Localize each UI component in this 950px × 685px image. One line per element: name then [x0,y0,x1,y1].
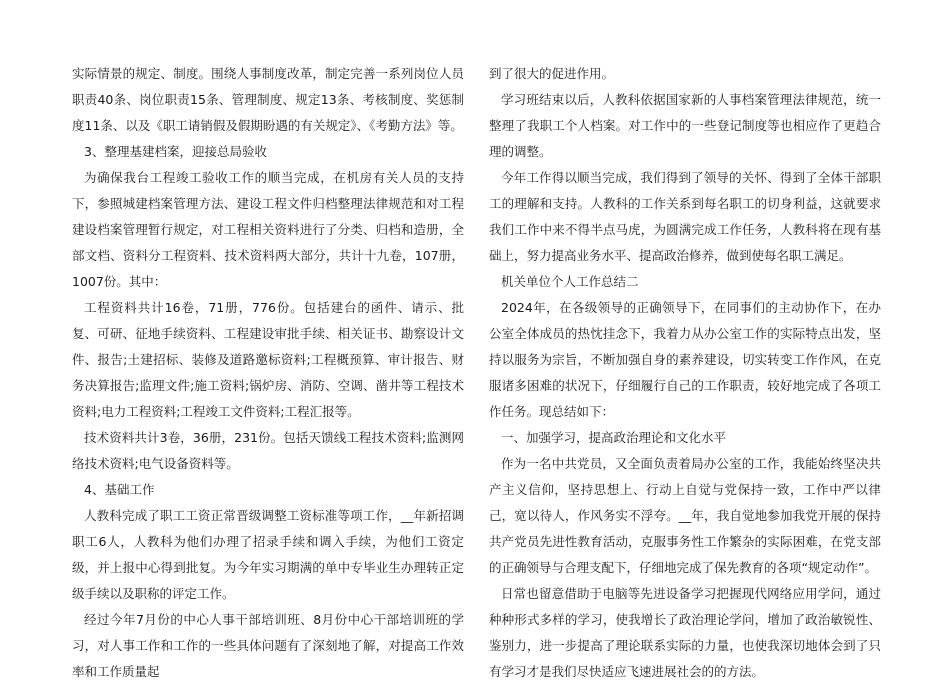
paragraph-daily-study: 日常也留意借助于电脑等先进设备学习把握现代网络应用学问，通过种种形式多样的学习，使我增长了政治理论学问，增加了政治敏锐性、鉴别力，进一步提高了理论联系实际的力量，也使我深切地体会到了只有学习才是我们尽快适应飞速进展社会的的方法。 [489,586,881,679]
paragraph-regulations: 实际情景的规定、制度。围绕人事制度改革，制定完善一系列岗位人员职责40条、岗位职责15条、管理制度、规定13条、考核制度、奖惩制度11条、以及《职工请销假及假期盼遇的有关规定》、《考勤方法》等。 [72,66,464,133]
heading-strengthen-study: 一、加强学习，提高政治理论和文化水平 [501,430,727,445]
heading-basic-work: 4、基础工作 [84,482,155,497]
heading-archive-organization: 3、整理基建档案，迎接总局验收 [84,144,267,159]
paragraph-training-continued: 到了很大的促进作用。 [489,66,615,81]
left-column [72,61,464,685]
paragraph-archive-work: 为确保我台工程竣工验收工作的顺当完成，在机房有关人员的支持下，参照城建档案管理方法、建设工程文件归档整理法律规范和对工程建设档案管理暂行规定，对工程相关资料进行了分类、归档和造册，全部文档、资料分工程资料、技术资料两大部分，共计十九卷，107册，1007份。其中： [72,170,464,289]
section-title-summary-two: 机关单位个人工作总结二 [501,274,639,289]
paragraph-year-summary: 今年工作得以顺当完成，我们得到了领导的关怀、得到了全体干部职工的理解和支持。人教科的工作关系到每名职工的切身利益，这就要求我们工作中来不得半点马虎，为圆满完成工作任务，人教科将在现有基础上，努力提高业务水平、提高政治修养，做到使每名职工满足。 [489,170,881,263]
paragraph-salary-work: 人教科完成了职工工资正常晋级调整工资标准等项工作，__年新招调职工6人，人教科为他们办理了招录手续和调入手续，为他们工资定级，并上报中心得到批复。为今年实习期满的单中专毕业生办理转正定级手续以及职称的评定工作。 [72,508,464,601]
paragraph-technical-materials: 技术资料共计3卷，36册，231份。包括天馈线工程技术资料;监测网络技术资料;电气设备资料等。 [72,430,464,471]
paragraph-archive-update: 学习班结束以后，人教科依据国家新的人事档案管理法律规范，统一整理了我职工个人档案。对工作中的一些登记制度等也相应作了更趋合理的调整。 [489,92,881,159]
paragraph-2024-intro: 2024年，在各级领导的正确领导下，在同事们的主动协作下，在办公室全体成员的热忱挂念下，我着力从办公室工作的实际特点出发，坚持以服务为宗旨，不断加强自身的素养建设，切实转变工作作风，在克服诸多困难的状况下，仔细履行自己的工作职责，较好地完成了各项工作任务。现总结如下： [489,300,881,419]
paragraph-engineering-materials: 工程资料共计16卷，71册，776份。包括建台的函件、请示、批复、可研、征地手续资料、工程建设审批手续、相关证书、勘察设计文件、报告;土建招标、装修及道路邀标资料;工程概预算、审计报告、财务决算报告;监理文件;施工资料;锅炉房、消防、空调、凿井等工程技术资料;电力工程资料;工程竣工文件资料;工程汇报等。 [72,300,464,419]
right-column [489,61,881,685]
paragraph-party-member: 作为一名中共党员，又全面负责着局办公室的工作，我能始终坚决共产主义信仰，坚持思想上、行动上自觉与党保持一致，工作中严以律己，宽以待人，作风务实不浮夸。__年，我自觉地参加我党开展的保持共产党员先进性教育活动，克服事务性工作繁杂的实际困难，在党支部的正确领导与合理支配下，仔细地完成了保先教育的各项“规定动作”。 [489,456,881,575]
paragraph-training: 经过今年7月份的中心人事干部培训班、8月份中心干部培训班的学习，对人事工作和工作的一些具体问题有了深刻地了解，对提高工作效率和工作质量起 [72,612,464,679]
